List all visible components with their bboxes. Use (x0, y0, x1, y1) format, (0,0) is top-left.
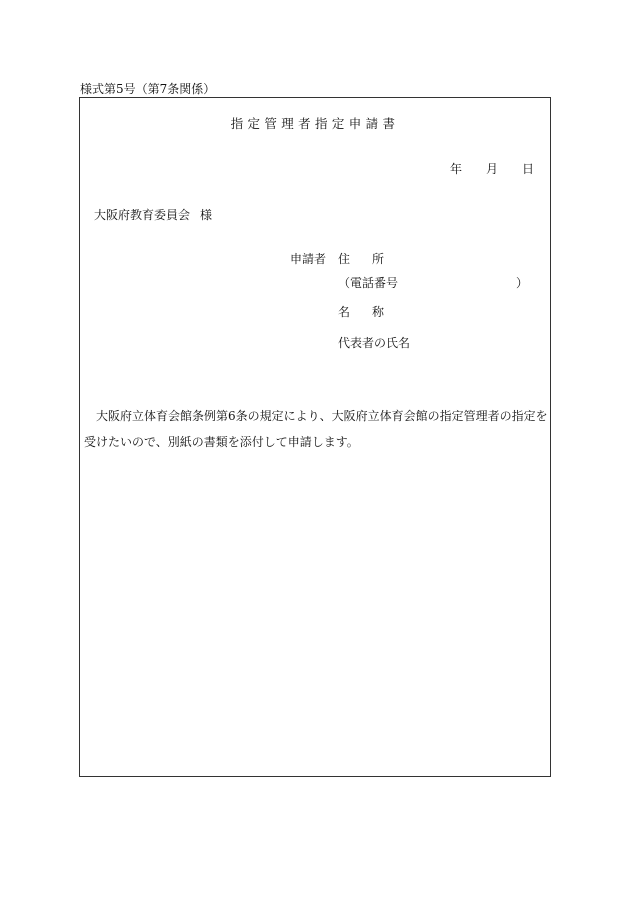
name-label-part2: 称 (372, 305, 385, 319)
address-label-part2: 所 (372, 252, 385, 266)
form-frame (79, 97, 551, 777)
application-statement: 大阪府立体育会館条例第6条の規定により、大阪府立体育会館の指定管理者の指定を受けたいので、別紙の書類を添付して申請します。 (84, 409, 548, 449)
name-field-label (338, 303, 384, 320)
addressee-honorific: 様 (200, 208, 213, 222)
address-field-label (338, 250, 384, 267)
date-month-label: 月 (485, 162, 498, 176)
form-number-label: 様式第5号（第7条関係） (80, 82, 216, 96)
address-label-part1: 住 (338, 252, 351, 266)
date-year-label: 年 (449, 162, 462, 176)
phone-close-paren: ） (516, 276, 529, 290)
applicant-label: 申請者 (290, 252, 327, 266)
document-title: 指定管理者指定申請書 (230, 116, 400, 131)
name-label-part1: 名 (338, 305, 351, 319)
date-day-label: 日 (521, 162, 534, 176)
date-line (450, 160, 534, 177)
representative-field-label: 代表者の氏名 (338, 336, 411, 350)
phone-label: （電話番号 (338, 276, 399, 290)
addressee (94, 206, 212, 223)
addressee-name: 大阪府教育委員会 (94, 208, 191, 222)
